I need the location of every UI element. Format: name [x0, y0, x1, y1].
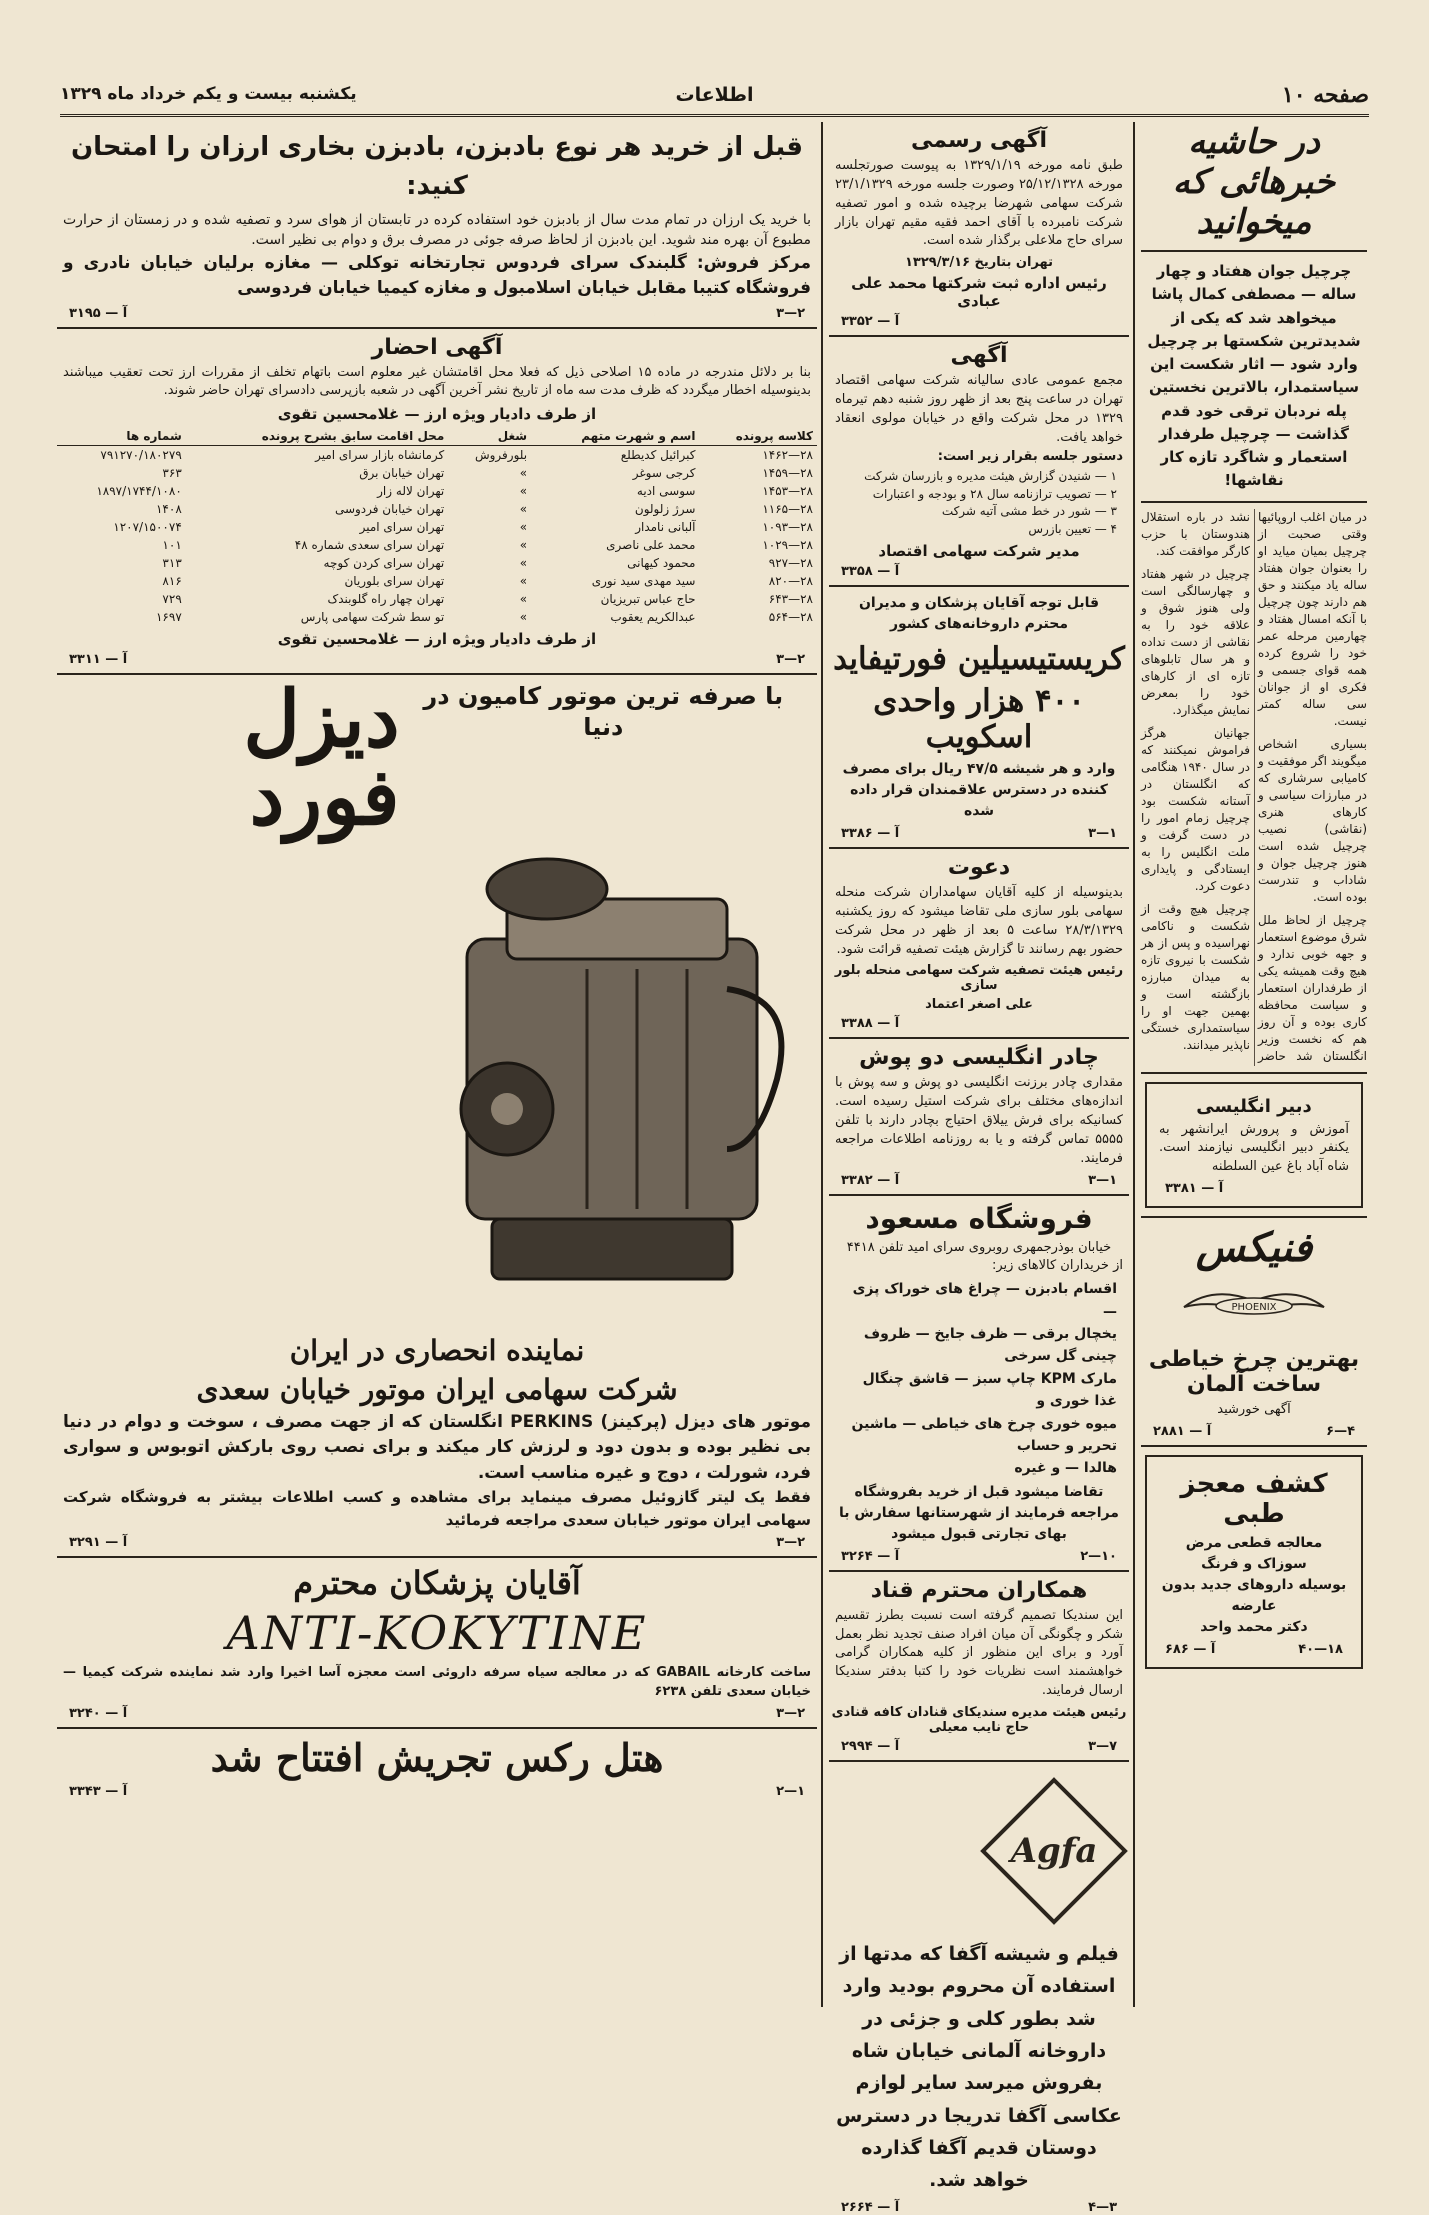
ad-sign: رئیس اداره ثبت شرکتها محمد علی عبادی — [851, 274, 1107, 311]
table-cell: » — [519, 556, 528, 571]
ad-ref: ۳—۴ آ — ۲۶۶۴ — [841, 2200, 1117, 2215]
masthead — [60, 80, 1369, 117]
ad-title: آگهی — [950, 343, 1008, 369]
table-cell: تهران سرای سعدی شماره ۴۸ — [294, 538, 445, 553]
table-cell: آلبانی نامدار — [635, 520, 696, 535]
column-ads-middle — [829, 122, 1129, 2215]
table-row — [57, 608, 817, 626]
ad-sign: رئیس هیئت تصفیه شرکت سهامی منحله بلور سازی — [834, 963, 1124, 994]
table-cell: » — [519, 466, 528, 481]
table-cell: ۷۲۹ — [162, 592, 182, 607]
ad-ref: ۲—۳ آ — ۳۲۹۱ — [69, 1535, 805, 1551]
ad-line: بوسیله داروهای جدید بدون عارضه — [1161, 1576, 1347, 1614]
ad-text: آموزش و پرورش ایرانشهر به یکنفر دبیر انگلیسی نیازمند است. شاه آباد باغ عین السلطنه — [1159, 1121, 1349, 1175]
ad-text: وارد و هر شیشه ۴۷/۵ ریال برای مصرف کننده در دسترس علاقمندان قرار داده شده — [842, 761, 1116, 819]
table-cell: حاج عباس تبریزیان — [600, 592, 696, 607]
ad-ref: ۴—۶ آ — ۲۸۸۱ — [1153, 1423, 1355, 1439]
article-headline: چرچیل جوان هفتاد و چهار ساله — مصطفی کمال پاشا میخواهد شد که یکی از شدیدترین شکستها بر چرچیل وارد شود — اثار شکست این سیاستمدار، بالاترین نخستین پله نردبان ترقی خود قدم گذاشت — چرچیل طرفدار استعمار و شاگرد تازه کار نقاشها! — [1141, 260, 1367, 503]
store-lead: از خریداران کالاهای زیر: — [992, 1258, 1123, 1274]
ad-ref: ۱—۳ آ — ۳۳۸۶ — [841, 826, 1117, 841]
table-row — [57, 500, 817, 518]
table-row — [57, 554, 817, 572]
table-cell: سوسی ادیه — [636, 484, 696, 499]
store-item: مارک KPM چاپ سبز — قاشق چنگال غذا خوری و — [862, 1370, 1117, 1410]
agenda-list — [841, 468, 1117, 538]
ad-title: هتل رکس تجریش افتتاح شد — [210, 1734, 664, 1780]
ad-ref: آ — ۳۳۵۲ — [841, 314, 900, 330]
ad-ref: ۱۸—۴۰ آ — ۶۸۶ — [1165, 1641, 1343, 1657]
ad-ref: ۱—۳ آ — ۳۳۸۲ — [841, 1172, 1117, 1188]
agfa-logo-text: Agfa — [1010, 1831, 1098, 1872]
masoud-store-ad — [829, 1202, 1129, 1564]
shareholders-notice — [829, 343, 1129, 579]
divider — [57, 1556, 817, 1558]
product-latin: ANTI-KOKYTINE — [226, 1606, 648, 1661]
ad-text: بنا بر دلائل مندرجه در ماده ۱۵ اصلاحی ذیل که فعلا محل اقامتشان غیر معلوم است باتهام تخلف از مقررات ارز تحت تعقیب میباشند بدینوسیله اخطار میگردد که ظرف مدت سه ماه از تاریخ نشر آخرین آگهی در شعبه بازپرسی دادسرای تهران حاضر شوند. — [63, 364, 811, 399]
divider — [829, 1760, 1129, 1762]
table-cell: بلورفروش — [474, 448, 528, 463]
ad-title: آگهی رسمی — [910, 128, 1048, 153]
table-cell: ۱۲۰۷/۱۵۰۰۷۴ — [113, 520, 182, 535]
article-paragraph: جهانیان هرگز فراموش نمیکنند که در سال ۱۹۴۰ هنگامی که انگلستان در آستانه شکست بود چرچیل زمام امور را در دست گرفت و ملت انگلیس را به ایستادگی و پایداری دعوت کرد. — [1141, 725, 1250, 894]
phoenix-logo: فنیکس — [1195, 1224, 1313, 1272]
table-cell: » — [519, 592, 528, 607]
ad-sign-name: علی اصغر اعتماد — [925, 997, 1033, 1013]
divider — [57, 673, 817, 675]
summons-notice — [57, 335, 817, 668]
table-header: کلاسه پرونده — [699, 427, 817, 446]
table-cell: » — [519, 520, 528, 535]
table-row — [57, 572, 817, 590]
table-cell: کرمانشاه بازار سرای امیر — [315, 448, 445, 463]
table-cell: محمد علی ناصری — [606, 538, 696, 553]
table-cell: » — [519, 610, 528, 625]
ad-text: موتور های دیزل (پرکینز) PERKINS انگلستان که از جهت مصرف ، سوخت و دوام در دنیا بی نظیر بوده و بدون دود و لرزش کار میکند و برای نصب روی بارکش اتوبوس و سواری فرد، شورلت ، دوج و غیره مناسب است. — [63, 1411, 811, 1483]
divider — [57, 327, 817, 329]
table-cell: تهران لاله زار — [377, 484, 445, 499]
ad-ref: آ — ۳۳۸۱ — [1165, 1181, 1224, 1197]
article-paragraph: چرچیل از لحاظ ملل شرق موضوع استعمار و جهه خوبی ندارد و هیچ وقت همیشه یکی از طرفداران استعمار و سیاست محافظه کاری بوده و آن روز هم که نخست وزیر انگلستان شد حاضر نشد در باره استقلال هندوستان با حزب کارگر موافقت کند. — [1141, 509, 1367, 1064]
ad-text: مجمع عمومی عادی سالیانه شرکت سهامی اقتصاد تهران در ساعت پنج بعد از ظهر روز شنبه دهم تیرماه ۱۳۲۹ در محل شرکت واقع در خیابان مولوی انعقاد خواهد یافت. — [835, 373, 1123, 445]
agenda-item: ۴ — تعیین بازرس — [1028, 521, 1117, 536]
table-cell: ۱۴۰۸ — [155, 502, 182, 517]
ad-shop: مرکز فروش: گلبندک سرای فردوس تجارتخانه توکلی — مغازه برلیان خیابان نادری و فروشگاه کتیبا مقابل خیابان اسلامبول و مغازه کیمیا خیابان فردوسی — [63, 252, 811, 299]
issue-date: یکشنبه بیست و یکم خرداد ماه ۱۳۲۹ — [60, 84, 357, 104]
diesel-subtitle: با صرفه ترین موتور کامیون در دنیا — [423, 682, 784, 742]
table-cell: ۳۶۳ — [162, 466, 182, 481]
divider — [1141, 1072, 1367, 1074]
ad-ref: ۲—۳ آ — ۳۱۹۵ — [69, 305, 805, 321]
ad-title: آقایان پزشکان محترم — [293, 1564, 581, 1603]
divider — [829, 1194, 1129, 1196]
ad-text: با خرید یک ارزان در تمام مدت سال از بادبزن خود استفاده کرده در تابستان از هوای سرد و تصفیه شده و در زمستان از حرارت مطبوع آن بهره مند شوید. این بادبزن از لحاظ صرفه جوئی در مصرف برق و دوام بی نظیر است. — [63, 212, 811, 249]
table-cell: ۳۱۳ — [162, 556, 182, 571]
ad-date: تهران بتاریخ ۱۳۲۹/۳/۱۶ — [904, 255, 1053, 271]
engine-illustration — [397, 849, 817, 1319]
table-row — [57, 464, 817, 482]
divider — [829, 585, 1129, 587]
table-row — [57, 590, 817, 608]
table-cell: ۸۱۶ — [162, 574, 182, 589]
ad-sign: مدیر شرکت سهامی اقتصاد — [878, 542, 1080, 560]
paper-name: اطلاعات — [675, 84, 754, 106]
doctor-ad — [1145, 1455, 1363, 1669]
table-cell: » — [519, 538, 528, 553]
english-teacher-ad — [1145, 1082, 1363, 1209]
table-row — [57, 446, 817, 465]
divider — [829, 335, 1129, 337]
ad-text: بدینوسیله از کلیه آقایان سهامداران شرکت منحله سهامی بلور سازی ملی تقاضا میشود که روز یکشنبه ۲۸/۳/۱۳۲۹ ساعت ۵ بعد از ظهر در محل شرکت حضور بهم رسانند تا گزارش هیئت تصفیه قرائت شود. — [835, 885, 1123, 957]
table-cell: تهران خیابان برق — [359, 466, 445, 481]
store-item: یخچال برقی — ظرف جایخ — ظروف چینی گل سرخی — [863, 1326, 1117, 1365]
table-header: محل اقامت سابق بشرح پرونده — [186, 427, 449, 446]
table-body — [57, 446, 817, 627]
page-number: صفحه ۱۰ — [1281, 82, 1369, 108]
table-row — [57, 482, 817, 500]
tent-ad — [829, 1045, 1129, 1187]
official-notice — [829, 128, 1129, 329]
table-cell: ۲۸—۱۴۵۹ — [762, 466, 813, 481]
table-cell: تهران خیابان فردوسی — [334, 502, 445, 517]
agenda-item: ۳ — شور در خط مشی آتیه شرکت — [941, 504, 1117, 519]
anti-kokytine-ad — [57, 1564, 817, 1721]
ad-title: همکاران محترم قناد — [870, 1577, 1088, 1603]
table-header: اسم و شهرت متهم — [531, 427, 699, 446]
store-address: خیابان بوذرجمهری روبروی سرای امید تلفن ۴۴۱۸ — [846, 1239, 1112, 1255]
agenda-item: ۱ — شنیدن گزارش هیئت مدیره و بازرسان شرکت — [864, 469, 1117, 484]
table-cell: محمود کیهانی — [627, 556, 696, 571]
table-cell: ۲۸—۱۴۶۲ — [762, 448, 813, 463]
ad-sign: از طرف دادیار ویژه ارز — غلامحسین تقوی — [277, 630, 597, 649]
ad-ref: ۲—۳ آ — ۳۳۱۱ — [69, 652, 805, 668]
ad-agency: آگهی خورشید — [1217, 1402, 1291, 1418]
store-item: هالدا — و غیره — [1014, 1460, 1117, 1477]
column-rule — [1133, 122, 1135, 2007]
ad-text: این سندیکا تصمیم گرفته است نسبت بطرز تقسیم شکر و چگونگی آن میان افراد صنف تجدید نظر بعمل آورد و برای این منظور از کلیه همکاران گرامی خواهشمند است نظریات خود را کتبا بدفتر سندیکا ارسال فرمایند. — [835, 1607, 1123, 1699]
fan-ad — [57, 128, 817, 321]
divider — [829, 847, 1129, 849]
ad-text: مقداری چادر برزنت انگلیسی دو پوش و سه پوش با اندازه‌های مختلف برای شرکت استیل رسیده است. کسانیکه برای فرش ییلاق احتیاج بچادر دارند با تلفن ۵۵۵۵ تماس گرفته و یا به روزنامه اطلاعات مراجعه فرمایند. — [835, 1075, 1123, 1166]
product-name: کریستیسیلین فورتیفاید — [833, 641, 1125, 677]
store-items — [841, 1278, 1117, 1480]
phoenix-ad — [1141, 1224, 1367, 1439]
article-paragraph: بسیاری اشخاص میگویند اگر موفقیت و کامیابی سرشاری که در مبارزات سیاسی و کارهای هنری (نقاشی) نصیب چرچیل شده است هنوز چرچیل جوان و شاداب و تندرست بوده است. — [1258, 736, 1367, 905]
table-header-row — [57, 427, 817, 446]
table-cell: ۷۹۱۲۷۰/۱۸۰۲۷۹ — [100, 448, 182, 463]
table-cell: » — [519, 574, 528, 589]
table-cell: ۲۸—۱۴۵۳ — [762, 484, 813, 499]
table-cell: ۲۸—۸۲۰ — [768, 574, 813, 589]
column-rule — [821, 122, 823, 2007]
ad-text: فیلم و شیشه آگفا که مدتها از استفاده آن محروم بودید وارد شد بطور کلی و جزئی در داروخانه آلمانی خیابان شاه بفروش میرسد سایر لوازم عکاسی آگفا تدریجا در دسترس دوستان قدیم آگفا گذارده خواهد شد. — [836, 1943, 1122, 2192]
table-cell: ۲۸—۱۰۹۳ — [762, 520, 813, 535]
agfa-ad — [829, 1768, 1129, 2215]
ad-text: طبق نامه مورخه ۱۳۲۹/۱/۱۹ به پیوست صورتجلسه مورخه ۲۵/۱۲/۱۳۲۸ وصورت جلسه مورخه ۲۳/۱/۱۳۲۹ شرکت سهامی شهرضا برچیده شده و امور تصفیه شرکت نامبرده با آقای احمد فقیه مقیم تهران بازار سرای حاج ملاعلی برگذار شده است. — [835, 158, 1123, 249]
column-ads-left — [57, 122, 817, 2007]
divider — [829, 1037, 1129, 1039]
divider — [829, 1570, 1129, 1572]
table-row — [57, 536, 817, 554]
table-cell: ۲۸—۵۶۴ — [768, 610, 813, 625]
table-cell: تهران سرای بلوریان — [344, 574, 445, 589]
table-cell: تهران سرای امیر — [359, 520, 445, 535]
phoenix-wing-icon — [1174, 1277, 1334, 1331]
ad-intro: قابل توجه آقایان پزشکان و مدیران محترم داروخانه‌های کشور — [858, 595, 1100, 632]
phoenix-brand: PHOENIX — [1231, 1302, 1277, 1314]
table-cell: کبرائیل کدیطلع — [620, 448, 696, 463]
table-cell: تو سط شرکت سهامی پارس — [300, 610, 445, 625]
ad-line: معالجه قطعی مرض سوزاک و فرنگ — [1185, 1534, 1323, 1572]
table-cell: ۲۸—۱۱۶۵ — [762, 502, 813, 517]
table-cell: ۲۸—۹۲۷ — [768, 556, 813, 571]
phoenix-slogan: بهترین چرخ خیاطی ساخت آلمان — [1148, 1347, 1360, 1398]
agenda-title: دستور جلسه بقرار زیر است: — [937, 448, 1123, 464]
ad-line: دکتر محمد واحد — [1200, 1618, 1308, 1635]
ad-title: چادر انگلیسی دو پوش — [859, 1045, 1099, 1071]
section-kicker: در حاشیه خبرهائی که میخوانید — [1141, 122, 1367, 252]
ad-footer: فقط یک لیتر گازوئیل مصرف مینماید برای مشاهده و کسب اطلاعات بیشتر به فروشگاه شرکت سهامی ایران موتور خیابان سعدی مراجعه فرمائید — [63, 1488, 811, 1529]
table-cell: سید مهدی سید نوری — [591, 574, 696, 589]
hotel-rex-ad — [57, 1735, 817, 1799]
ad-title: قبل از خرید هر نوع بادبزن، بادبزن بخاری ارزان را امتحان کنید: — [70, 132, 804, 201]
table-row — [57, 518, 817, 536]
table-cell: سرژ زلولون — [634, 502, 696, 517]
ad-ref: ۱—۲ آ — ۳۳۴۳ — [69, 1783, 805, 1799]
crystacillin-ad — [829, 593, 1129, 841]
table-cell: تهران چهار راه گلوبندک — [327, 592, 445, 607]
ad-ref: آ — ۳۳۸۸ — [841, 1016, 900, 1032]
ad-from: از طرف دادیار ویژه ارز — غلامحسین تقوی — [277, 405, 597, 424]
divider — [57, 1727, 817, 1729]
divider — [1141, 1445, 1367, 1447]
store-item: میوه خوری چرخ های خیاطی — ماشین تحریر و حساب — [851, 1415, 1117, 1455]
table-cell: کرجی سوغر — [632, 466, 696, 481]
article-paragraph: چرچیل هیچ وقت از شکست و ناکامی نهراسیده و پس از هر شکست با نیروی تازه به میدان مبارزه بازگشته است و بهمین جهت او را سیاستمداری خستگی ناپذیر میدانند. — [1141, 902, 1250, 1053]
ad-title: آگهی احضار — [371, 334, 503, 360]
ad-sign: رئیس هیئت مدیره سندیکای قنادان کافه قنادی حاج نایب معیلی — [831, 1705, 1127, 1736]
ad-title: دبیر انگلیسی — [1196, 1095, 1312, 1117]
ad-ref: ۷—۳ آ — ۲۹۹۴ — [841, 1739, 1117, 1755]
confectioners-notice — [829, 1578, 1129, 1754]
table-cell: تهران سرای کردن کوچه — [323, 556, 445, 571]
agfa-logo — [979, 1776, 1129, 1926]
table-cell: ۱۶۹۷ — [155, 610, 182, 625]
table-cell: ۱۰۱ — [162, 538, 182, 553]
table-header: شماره ها — [57, 427, 186, 446]
ad-title: کشف معجز طبی — [1180, 1468, 1328, 1529]
table-cell: ۲۸—۶۴۳ — [768, 592, 813, 607]
article-body — [1141, 509, 1367, 1066]
table-cell: » — [519, 502, 528, 517]
table-header: شغل — [448, 427, 531, 446]
divider — [1141, 1216, 1367, 1218]
diesel-header — [67, 674, 807, 844]
diesel-title: دیزل فورد — [243, 674, 400, 844]
diesel-ford-ad — [57, 674, 817, 1551]
diesel-representative: نماینده انحصاری در ایران — [289, 1334, 585, 1368]
table-cell: عبدالکریم یعقوب — [610, 610, 696, 625]
article-paragraph: چرچیل در شهر هفتاد و چهارسالگی است ولی هنوز شوق و علاقه خود را به نقاشی از دست نداده و هر سال تابلوهای تازه ای از کارهای خود را بمعرض نمایش میگذارد. — [1141, 566, 1250, 717]
table-cell: ۲۸—۱۰۲۹ — [762, 538, 813, 553]
product-units: ۴۰۰ هزار واحدی اسکویب — [873, 683, 1085, 755]
table-cell: » — [519, 484, 528, 499]
ad-ref: ۲—۳ آ — ۳۲۴۰ — [69, 1705, 805, 1721]
invitation-notice — [829, 855, 1129, 1031]
ad-title: دعوت — [947, 855, 1011, 880]
diesel-company: شرکت سهامی ایران موتور خیابان سعدی — [196, 1373, 678, 1407]
defendants-table — [57, 427, 817, 626]
table-cell: ۱۸۹۷/۱۷۴۴/۱۰۸۰ — [96, 484, 182, 499]
ad-title: فروشگاه مسعود — [865, 1201, 1093, 1235]
store-item: اقسام بادبزن — چراغ های خوراک پزی — — [852, 1281, 1117, 1320]
article-paragraph: در میان اغلب اروپائیها وقتی صحبت از چرچیل بمیان میاید او را بعنوان جوان هفتاد ساله یاد میکنند و حق هم دارند چون چرچیل با آنکه امسال هفتاد و چهارمین مرحله عمر خود را شروع کرده همه قوای جسمی و فکری او از جوانان سی ساله کمتر نیست. — [1258, 509, 1367, 728]
ad-ref: آ — ۳۳۵۸ — [841, 564, 900, 579]
ad-text: ساخت کارخانه GABAIL که در معالجه سیاه سرفه داروئی است معجزه آسا اخیرا وارد شد نماینده شرکت کیمیا — خیابان سعدی تلفن ۶۲۳۸ — [63, 1665, 812, 1699]
ad-ref: ۱۰—۲ آ — ۳۲۶۴ — [841, 1548, 1117, 1564]
column-news — [1141, 122, 1367, 2007]
agenda-item: ۲ — تصویب ترازنامه سال ۲۸ و بودجه و اعتبارات — [872, 486, 1117, 501]
store-footer: تقاضا میشود قبل از خرید بفروشگاه مراجعه فرمایند از شهرستانها سفارش با بهای تجارتی قبول میشود — [839, 1483, 1119, 1542]
